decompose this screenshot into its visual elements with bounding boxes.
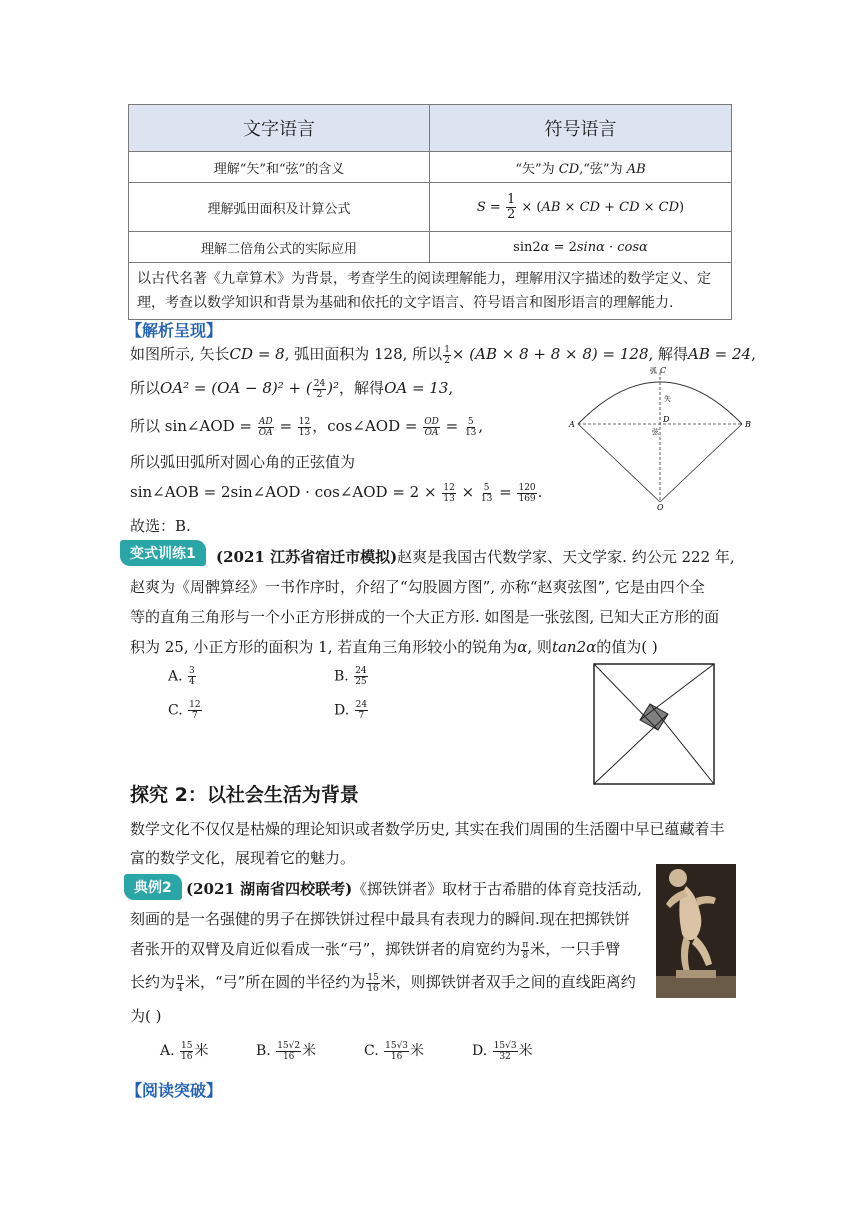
svg-text:B: B xyxy=(745,420,751,429)
svg-text:弦: 弦 xyxy=(652,428,659,436)
svg-text:C: C xyxy=(660,366,667,375)
example2-line1: (2021 湖南省四校联考)《掷铁饼者》取材于古希腊的体育竞技活动, xyxy=(186,880,642,898)
exercise1-line3: 等的直角三角形与一个小正方形拼成的一个大正方形. 如图是一张弦图, 已知大正方形的面 xyxy=(130,608,720,626)
arc-field-diagram xyxy=(566,360,756,510)
row1-right: “矢”为 CD,“弦”为 AB xyxy=(430,152,732,183)
example2-line5: 为( ) xyxy=(130,1007,162,1025)
exercise1-line2: 赵爽为《周髀算经》一书作序时，介绍了“勾股圆方图”, 亦称“赵爽弦图”, 它是由四个全 xyxy=(130,578,705,596)
analysis-line2: 所以OA² = (OA − 8)² + ( $\frac{24}{2}$ )²，解得OA = 13, xyxy=(130,378,454,400)
row3-right: sin2α = 2sinα · cosα xyxy=(430,232,732,263)
svg-text:D: D xyxy=(663,415,670,424)
exercise1-line1: (2021 江苏省宿迁市模拟)赵爽是我国古代数学家、天文学家. 约公元 222 年, xyxy=(216,548,735,566)
table-note: 以古代名著《九章算术》为背景，考查学生的阅读理解能力，理解用汉字描述的数学定义、定理，考查以数学知识和背景为基础和依托的文字语言、符号语言和图形语言的理解能力. xyxy=(129,263,732,320)
svg-text:O: O xyxy=(657,503,664,510)
analysis-line4: 所以弧田弧所对圆心角的正弦值为 xyxy=(130,453,356,471)
header-text-language: 文字语言 xyxy=(129,105,430,152)
section2-line1: 数学文化不仅仅是枯燥的理论知识或者数学历史, 其实在我们周围的生活圈中早已蕴藏着丰 xyxy=(130,820,725,838)
header-symbol-language: 符号语言 xyxy=(430,105,732,152)
analysis-heading: 【解析呈现】 xyxy=(126,321,223,340)
row2-right: S = $\frac{1}{2}$ × (AB × CD + CD × CD) xyxy=(430,183,732,232)
analysis-answer: 故选：B. xyxy=(130,517,191,535)
svg-text:A: A xyxy=(569,420,575,429)
example2-line3: 者张开的双臂及肩近似看成一张“弓”，掷铁饼者的肩宽约为 $\frac{\pi}{8}$ 米，一只手臂 xyxy=(130,939,621,961)
analysis-line5: sin∠AOB = 2sin∠AOD · cos∠AOD = 2 × $\frac{12}{13}$ × $\frac{5}{13}$ = $\frac{120}{169}$ . xyxy=(130,482,543,504)
section2-title: 探究 2：以社会生活为背景 xyxy=(130,784,359,806)
exercise1-line4: 积为 25, 小正方形的面积为 1, 若直角三角形较小的锐角为α, 则tan2α的值为( ) xyxy=(130,638,658,656)
row2-left: 理解弧田面积及计算公式 xyxy=(129,183,430,232)
exercise1-option-b[interactable]: B. $\frac{24}{25}$ xyxy=(334,666,367,687)
section2-line2: 富的数学文化，展现着它的魅力。 xyxy=(130,849,356,867)
exercise1-badge: 变式训练1 xyxy=(120,540,206,566)
discus-thrower-photo xyxy=(656,864,736,998)
svg-text:矢: 矢 xyxy=(664,395,671,403)
row1-left: 理解“矢”和“弦”的含义 xyxy=(129,152,430,183)
example2-line4: 长约为 $\frac{\pi}{4}$ 米，“弓”所在圆的半径约为 $\frac{15}{16}$ 米，则掷铁饼者双手之间的直线距离约 xyxy=(130,972,636,994)
exercise1-option-d[interactable]: D. $\frac{24}{7}$ xyxy=(334,700,368,721)
exercise1-option-c[interactable]: C. $\frac{12}{7}$ xyxy=(168,700,201,721)
analysis-line3: 所以 sin∠AOD = $\frac{AD}{OA}$ = $\frac{12}{13}$ ，cos∠AOD = $\frac{OD}{OA}$ = $\frac{5}{13}$ , xyxy=(130,416,484,438)
analysis-line1: 如图所示, 矢长CD = 8, 弧田面积为 128, 所以 $\frac{1}{2}$ × (AB × 8 + 8 × 8) = 128, 解得AB = 24, xyxy=(130,344,756,366)
svg-text:弧: 弧 xyxy=(650,367,657,375)
example2-option-c[interactable]: C. $\frac{15√3}{16}$ 米 xyxy=(364,1040,425,1062)
example2-badge: 典例2 xyxy=(124,874,182,900)
language-table xyxy=(128,104,732,320)
example2-option-b[interactable]: B. $\frac{15√2}{16}$ 米 xyxy=(256,1040,317,1062)
exercise1-option-a[interactable]: A. $\frac{3}{4}$ xyxy=(168,666,195,687)
row3-left: 理解二倍角公式的实际应用 xyxy=(129,232,430,263)
zhao-shuang-string-diagram xyxy=(592,662,716,786)
example2-line2: 刻画的是一名强健的男子在掷铁饼过程中最具有表现力的瞬间.现在把掷铁饼 xyxy=(130,910,630,928)
example2-option-a[interactable]: A. $\frac{15}{16}$ 米 xyxy=(160,1040,209,1062)
reading-heading: 【阅读突破】 xyxy=(126,1081,223,1100)
example2-option-d[interactable]: D. $\frac{15√3}{32}$ 米 xyxy=(472,1040,533,1062)
